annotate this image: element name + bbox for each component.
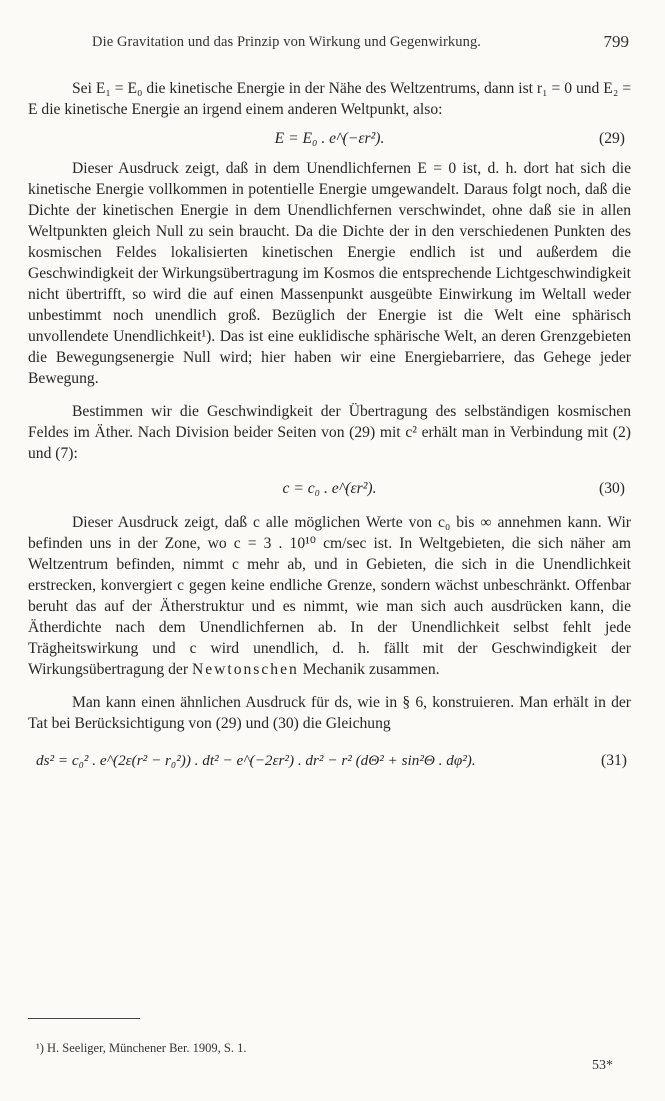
equation-30-expression: c = c₀ . e^(εr²). [282,480,377,497]
footnote: ¹) H. Seeliger, Münchener Ber. 1909, S. 1. [36,1041,247,1055]
page-number: 799 [603,32,629,51]
paragraph-4 [28,512,631,680]
equation-31-expression: ds² = c₀² . e^(2ε(r² − r₀²)) . dt² − e^(−2εr²) . dr² − r² (dΘ² + sin²Θ . dφ²). [36,752,476,769]
paragraph-3: Bestimmen wir die Geschwindigkeit der Übertragung des selbständigen kosmischen Feldes im Äther. Nach Division beider Seiten von (29) mit c² erhält man in Verbindung mit (2) und (7): [28,403,631,462]
paragraph-1: Sei E₁ = E₀ die kinetische Energie in der Nähe des Weltzentrums, dann ist r₁ = 0 und E₂ = E die kinetische Energie an irgend einem anderen Weltpunkt, also: [28,80,631,118]
paragraph-4-text: Dieser Ausdruck zeigt, daß c alle möglichen Werte von c₀ bis ∞ annehmen kann. Wir befinden uns in der Zone, wo c = 3 . 10¹⁰ cm/sec ist. In Weltgebieten, die sich näher am Weltzentrum befinden, nimmt c mehr ab, und in Gebieten, die sich in die Unendlichkeit erstrecken, konvergiert c gegen keine endliche Grenze, sondern wächst unbeschränkt. Offenbar beruht das auf der Ätherstruktur und es nimmt, wie man sich auch ausdrücken kann, die Ätherdichte nach dem Unendlichfernen ab. In der Unendlichkeit selbst fehlt jede Trägheitswirkung und c wird unendlich, d. h. fällt mit der Geschwindigkeit der Wirkungsübertragung der [28,514,631,678]
equation-29 [28,124,631,152]
body-text [28,78,631,780]
equation-30-number: (30) [599,480,625,497]
running-header [92,34,629,56]
paragraph-4-end: Mechanik zusammen. [302,661,440,678]
equation-29-number: (29) [599,130,625,147]
sheet-signature: 53* [592,1058,613,1073]
running-title: Die Gravitation und das Prinzip von Wirkung und Gegenwirkung. [92,34,482,50]
equation-29-expression: E = E₀ . e^(−εr²). [274,130,385,147]
name-newton: Newtonschen [191,661,299,678]
paragraph-2: Dieser Ausdruck zeigt, daß in dem Unendlichfernen E = 0 ist, d. h. dort hat sich die kinetische Energie vollkommen in potentielle Energie umgewandelt. Daraus folgt noch, daß die Dichte der kinetischen Energie in dem Unendlichfernen verschwindet, ohne daß sie in allen Weltpunkten gleich Null zu sein braucht. Da die Dichte der in den verschiedenen Punkten des kosmischen Feldes lokalisierten kinetischen Energie endlich ist und außerdem die Geschwindigkeit der Wirkungsübertragung im Kosmos die entsprechende Lichtgeschwindigkeit nicht übertrifft, so wird die auf einen Massenpunkt ausgeübte Einwirkung im Weltall weder unbestimmt noch unendlich groß. Bezüglich der Energie ist die Welt eine sphärisch unvollendete Unendlichkeit¹). Das ist eine euklidische sphärische Welt, an deren Grenzgebieten die Bewegungsenergie Null wird; hier haben wir eine Energiebarriere, das Gehege jeder Bewegung. [28,160,631,387]
equation-31 [28,746,631,774]
equation-30 [28,474,631,502]
footnote-rule [28,1018,140,1019]
equation-31-number: (31) [601,752,627,769]
paragraph-5: Man kann einen ähnlichen Ausdruck für ds, wie in § 6, konstruieren. Man erhält in der Tat bei Berücksichtigung von (29) und (30) die Gleichung [28,694,631,732]
